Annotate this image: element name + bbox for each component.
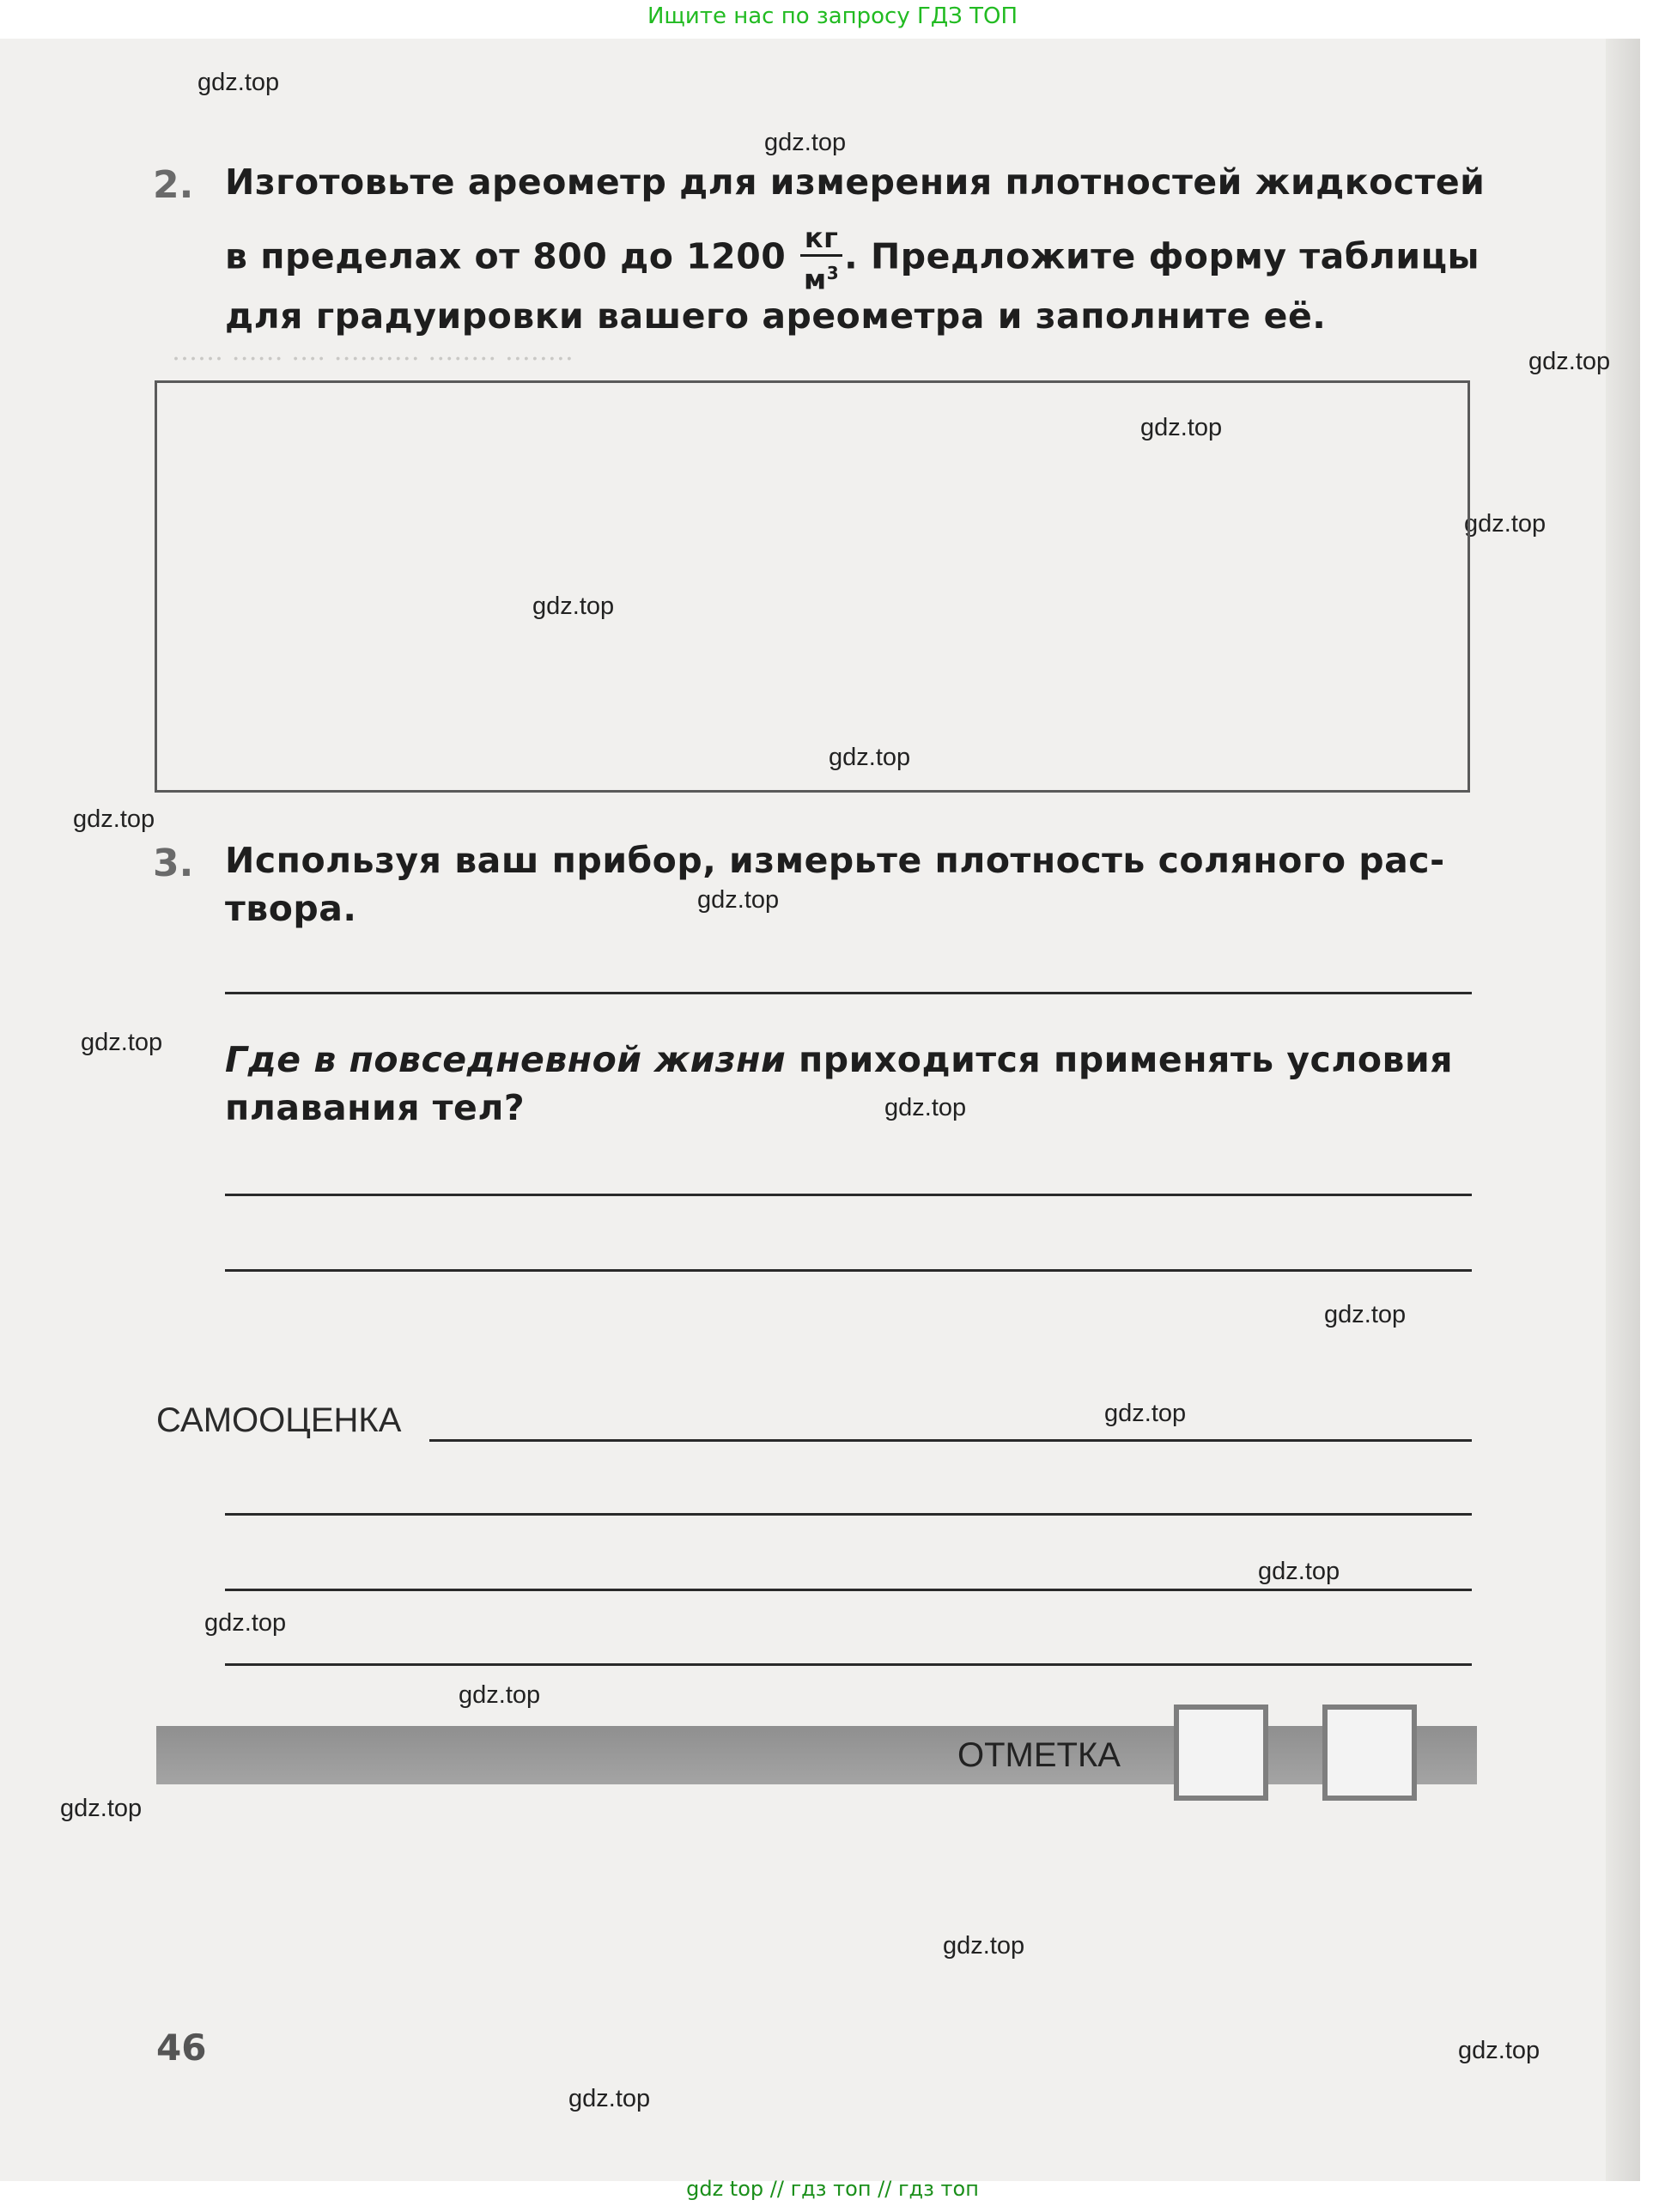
bleed-through-decoration: ‥‥‥ ‥‥‥ ‥‥ ‥‥‥‥‥ ‥‥‥‥ ‥‥‥‥ — [172, 337, 574, 367]
question-italic: Где в повседневной жизни — [225, 1039, 787, 1080]
grade-label: ОТМЕТКА — [957, 1736, 1121, 1774]
task-2-line-2-suffix: . Предложите форму таблицы — [844, 235, 1480, 277]
unit-fraction — [800, 222, 842, 296]
answer-line[interactable] — [225, 1269, 1472, 1272]
task-2-line-2-prefix: в пределах от 800 до 1200 — [225, 235, 787, 277]
answer-box[interactable] — [155, 380, 1470, 793]
self-assessment-line[interactable] — [225, 1589, 1472, 1591]
watermark: gdz.top — [884, 1094, 967, 1121]
grade-bar — [156, 1726, 1477, 1784]
watermark: gdz.top — [568, 2085, 651, 2112]
question-rest: приходится применять условия — [786, 1039, 1454, 1080]
self-assessment-line[interactable] — [429, 1439, 1472, 1442]
grade-box-1[interactable] — [1174, 1705, 1268, 1801]
task-2-line-1: Изготовьте ареометр для измерения плотностей жидкостей — [225, 161, 1486, 203]
watermark: gdz.top — [532, 592, 615, 620]
question-line-2: плавания тел? — [225, 1087, 526, 1128]
top-banner[interactable]: Ищите нас по запросу ГДЗ ТОП — [647, 3, 1018, 29]
watermark: gdz.top — [1528, 348, 1611, 375]
watermark: gdz.top — [1324, 1301, 1407, 1328]
page-edge — [1606, 39, 1640, 2181]
grade-box-2[interactable] — [1322, 1705, 1417, 1801]
question-line-1 — [225, 1039, 1453, 1080]
watermark: gdz.top — [1104, 1400, 1187, 1427]
watermark: gdz.top — [829, 744, 911, 771]
answer-line[interactable] — [225, 1194, 1472, 1196]
task-3-line-2: твора. — [225, 888, 357, 929]
watermark: gdz.top — [73, 805, 155, 833]
unit-numerator: кг — [800, 222, 842, 257]
watermark: gdz.top — [697, 886, 780, 914]
watermark: gdz.top — [60, 1795, 143, 1822]
unit-denominator — [800, 257, 842, 296]
watermark: gdz.top — [1140, 414, 1223, 441]
task-2-number: 2. — [153, 163, 194, 207]
bottom-banner[interactable]: gdz top // гдз топ // гдз топ — [686, 2177, 979, 2201]
watermark: gdz.top — [764, 129, 847, 156]
self-assessment-line[interactable] — [225, 1663, 1472, 1666]
watermark: gdz.top — [1258, 1558, 1340, 1585]
watermark: gdz.top — [1464, 510, 1547, 538]
watermark: gdz.top — [81, 1029, 163, 1056]
page-number: 46 — [156, 2027, 207, 2069]
task-3-number: 3. — [153, 842, 194, 885]
watermark: gdz.top — [943, 1932, 1025, 1960]
self-assessment-label: САМООЦЕНКА — [156, 1401, 402, 1439]
watermark: gdz.top — [459, 1681, 541, 1709]
watermark: gdz.top — [197, 69, 280, 96]
unit-exponent: 3 — [826, 263, 840, 283]
task-2-line-2 — [225, 222, 1480, 296]
unit-denominator-base: м — [804, 263, 827, 296]
watermark: gdz.top — [204, 1609, 287, 1637]
self-assessment-line[interactable] — [225, 1513, 1472, 1516]
task-3-line-1: Используя ваш прибор, измерьте плотность соляного рас- — [225, 840, 1445, 881]
watermark: gdz.top — [1458, 2037, 1540, 2064]
task-2-line-3: для градуировки вашего ареометра и заполните её. — [225, 295, 1327, 337]
answer-line[interactable] — [225, 992, 1472, 994]
